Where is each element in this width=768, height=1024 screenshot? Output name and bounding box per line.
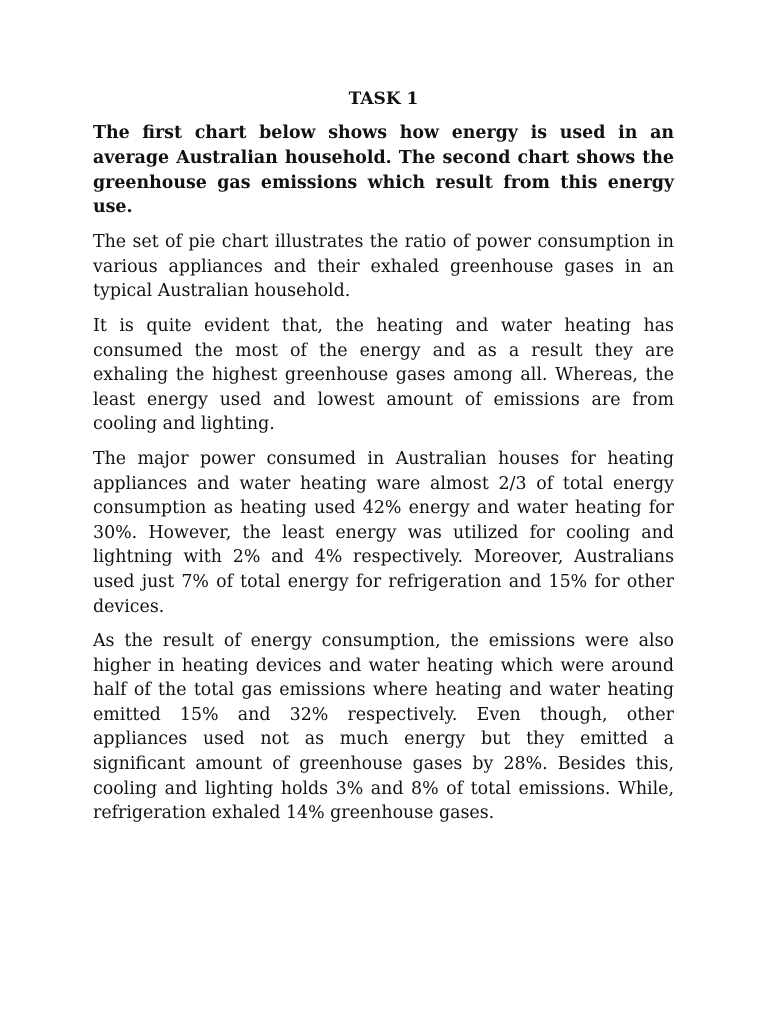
paragraph-emissions: As the result of energy consumption, the emissions were also higher in heating devices and water heating which were around half of the total gas emissions where heating and water heating emitted 15% and 32% respectively. Even though, other appliances used not as much energy but they emitted a significant amount of greenhouse gases by 28%. Besides this, cooling and lighting holds 3% and 8% of total emissions. While, refrigeration exhaled 14% greenhouse gases. [93, 631, 674, 824]
document-page [93, 86, 674, 836]
task-heading: TASK 1 [348, 89, 419, 109]
paragraph-overview: It is quite evident that, the heating and water heating has consumed the most of the energy and as a result they are exhaling the highest greenhouse gases among all. Whereas, the least energy used and lowest amount of emissions are from cooling and lighting. [93, 315, 674, 435]
task-prompt: The first chart below shows how energy is used in an average Australian household. The second chart shows the greenhouse gas emissions which result from this energy use. [93, 123, 674, 218]
paragraph-energy-consumption: The major power consumed in Australian houses for heating appliances and water heating ware almost 2/3 of total energy consumption as heating used 42% energy and water heating for 30%. However, the least energy was utilized for cooling and lightning with 2% and 4% respectively. Moreover, Australians used just 7% of total energy for refrigeration and 15% for other devices. [93, 448, 674, 617]
paragraph-introduction: The set of pie chart illustrates the ratio of power consumption in various appliances and their exhaled greenhouse gases in an typical Australian household. [93, 232, 674, 302]
